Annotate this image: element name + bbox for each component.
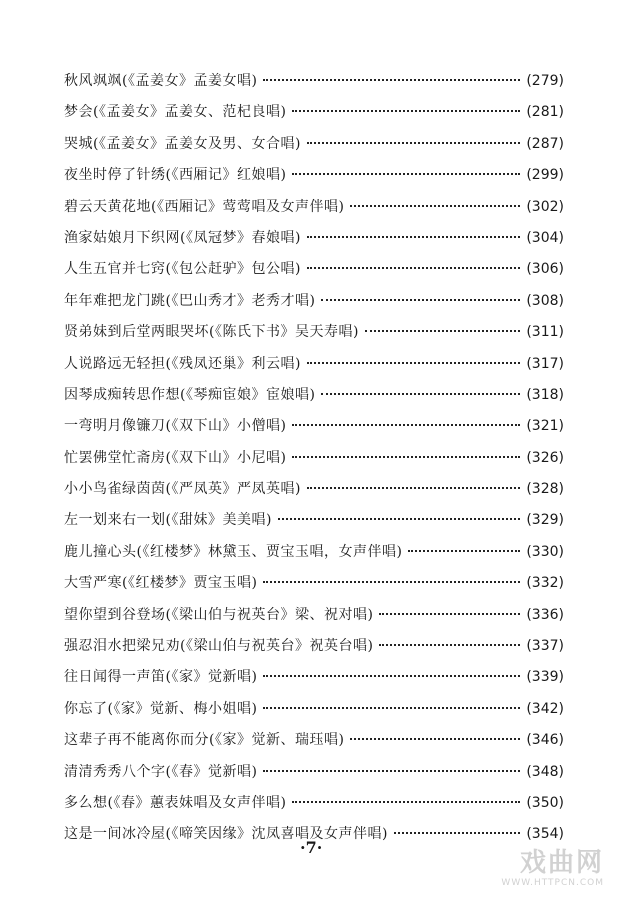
- toc-entry: [64, 698, 564, 729]
- toc-entry-page: (287): [526, 135, 564, 152]
- dot-leader: [263, 707, 520, 709]
- toc-entry-title: 渔家姑娘月下织网(《凤冠梦》春娘唱): [64, 229, 301, 246]
- dot-leader: [292, 173, 520, 175]
- toc-entry-title: 往日闻得一声笛(《家》觉新唱): [64, 669, 258, 686]
- watermark-logo: 戏曲网: [519, 848, 604, 878]
- toc-entry: [64, 384, 564, 415]
- dot-leader: [350, 738, 520, 740]
- toc-entry-title: 因琴成痴转思作想(《琴痴宦娘》宦娘唱): [64, 386, 316, 403]
- toc-entry-page: (354): [526, 826, 564, 843]
- dot-leader: [278, 518, 520, 520]
- toc-entry: [64, 321, 564, 352]
- toc-entry-title: 左一划来右一划(《甜妹》美美唱): [64, 512, 272, 529]
- toc-entry-page: (321): [526, 418, 564, 435]
- toc-entry: [64, 290, 564, 321]
- watermark-url: WWW.HTTPCN.COM: [501, 878, 604, 888]
- toc-entry: [64, 258, 564, 289]
- toc-entry-page: (339): [526, 669, 564, 686]
- toc-entry: [64, 415, 564, 446]
- dot-leader: [307, 267, 520, 269]
- toc-entry-page: (326): [526, 449, 564, 466]
- toc-entry-page: (281): [526, 104, 564, 121]
- toc-entry: [64, 70, 564, 101]
- toc-entry-title: 夜坐时停了针绣(《西厢记》红娘唱): [64, 167, 287, 184]
- dot-leader: [307, 142, 520, 144]
- dot-leader: [321, 299, 520, 301]
- toc-entry-page: (342): [526, 700, 564, 717]
- dot-leader: [321, 393, 520, 395]
- dot-leader: [263, 675, 520, 677]
- toc-entry: [64, 133, 564, 164]
- toc-entry: [64, 572, 564, 603]
- toc-entry: [64, 729, 564, 760]
- toc-entry: [64, 541, 564, 572]
- dot-leader: [292, 110, 520, 112]
- dot-leader: [379, 644, 520, 646]
- toc-entry: [64, 101, 564, 132]
- dot-leader: [292, 801, 520, 803]
- dot-leader: [307, 362, 520, 364]
- toc-entry-title: 梦会(《孟姜女》孟姜女、范杞良唱): [64, 104, 287, 121]
- toc-entry-title: 贤弟妹到后堂两眼哭坏(《陈氏下书》吴天寿唱): [64, 324, 359, 341]
- dot-leader: [408, 550, 520, 552]
- toc-entry-page: (308): [526, 292, 564, 309]
- toc-entry-page: (346): [526, 732, 564, 749]
- toc-entry: [64, 196, 564, 227]
- toc-entry: [64, 509, 564, 540]
- dot-leader: [307, 487, 520, 489]
- toc-entry-title: 这辈子再不能离你而分(《家》觉新、瑞珏唱): [64, 732, 345, 749]
- dot-leader: [394, 832, 520, 834]
- dot-leader: [292, 456, 520, 458]
- toc-entry-title: 你忘了(《家》觉新、梅小姐唱): [64, 700, 258, 717]
- toc-entry-page: (304): [526, 229, 564, 246]
- toc-entry-page: (329): [526, 512, 564, 529]
- toc-entry: [64, 353, 564, 384]
- toc-entry-title: 年年难把龙门跳(《巴山秀才》老秀才唱): [64, 292, 316, 309]
- toc-entry-title: 小小鸟雀绿茵茵(《严凤英》严凤英唱): [64, 481, 301, 498]
- toc-entry-page: (348): [526, 763, 564, 780]
- toc-entry-title: 多么想(《春》蕙表妹唱及女声伴唱): [64, 794, 287, 811]
- table-of-contents: [64, 70, 564, 855]
- toc-entry-page: (318): [526, 386, 564, 403]
- toc-entry-title: 这是一间冰冷屋(《啼笑因缘》沈凤喜唱及女声伴唱): [64, 826, 388, 843]
- toc-entry-page: (279): [526, 73, 564, 89]
- toc-entry-page: (328): [526, 481, 564, 498]
- toc-entry-title: 人生五官并七窍(《包公赶驴》包公唱): [64, 261, 301, 278]
- toc-entry: [64, 447, 564, 478]
- toc-entry-page: (330): [526, 543, 564, 560]
- dot-leader: [263, 770, 520, 772]
- toc-entry-title: 秋风飒飒(《孟姜女》孟姜女唱): [64, 73, 258, 89]
- toc-entry-title: 一弯明月像镰刀(《双下山》小僧唱): [64, 418, 287, 435]
- dot-leader: [263, 79, 520, 81]
- toc-entry-title: 清清秀秀八个字(《春》觉新唱): [64, 763, 258, 780]
- toc-entry-title: 鹿儿撞心头(《红楼梦》林黛玉、贾宝玉唱，女声伴唱): [64, 543, 403, 560]
- dot-leader: [307, 236, 520, 238]
- toc-entry-page: (336): [526, 606, 564, 623]
- toc-entry-title: 望你望到谷登场(《梁山伯与祝英台》梁、祝对唱): [64, 606, 374, 623]
- dot-leader: [350, 205, 520, 207]
- dot-leader: [365, 330, 520, 332]
- toc-entry-page: (317): [526, 355, 564, 372]
- dot-leader: [263, 581, 520, 583]
- toc-entry-title: 人说路远无轻担(《残凤还巢》利云唱): [64, 355, 301, 372]
- toc-entry-page: (311): [526, 324, 564, 341]
- toc-entry: [64, 227, 564, 258]
- toc-entry-title: 强忍泪水把梁兄劝(《梁山伯与祝英台》祝英台唱): [64, 638, 374, 655]
- dot-leader: [292, 424, 520, 426]
- toc-entry-title: 忙罢佛堂忙斋房(《双下山》小尼唱): [64, 449, 287, 466]
- toc-entry: [64, 792, 564, 823]
- toc-entry: [64, 604, 564, 635]
- toc-entry: [64, 761, 564, 792]
- toc-entry-title: 大雪严寒(《红楼梦》贾宝玉唱): [64, 575, 258, 592]
- toc-entry-page: (299): [526, 167, 564, 184]
- page-number: ·7·: [300, 838, 323, 857]
- toc-entry-page: (350): [526, 794, 564, 811]
- toc-entry-title: 哭城(《孟姜女》孟姜女及男、女合唱): [64, 135, 301, 152]
- toc-entry-page: (302): [526, 198, 564, 215]
- dot-leader: [379, 613, 520, 615]
- toc-entry: [64, 635, 564, 666]
- toc-entry: [64, 164, 564, 195]
- toc-entry-page: (337): [526, 638, 564, 655]
- toc-entry-page: (332): [526, 575, 564, 592]
- toc-entry: [64, 478, 564, 509]
- toc-entry-page: (306): [526, 261, 564, 278]
- toc-entry: [64, 666, 564, 697]
- watermark: [501, 850, 604, 888]
- toc-entry-title: 碧云天黄花地(《西厢记》莺莺唱及女声伴唱): [64, 198, 345, 215]
